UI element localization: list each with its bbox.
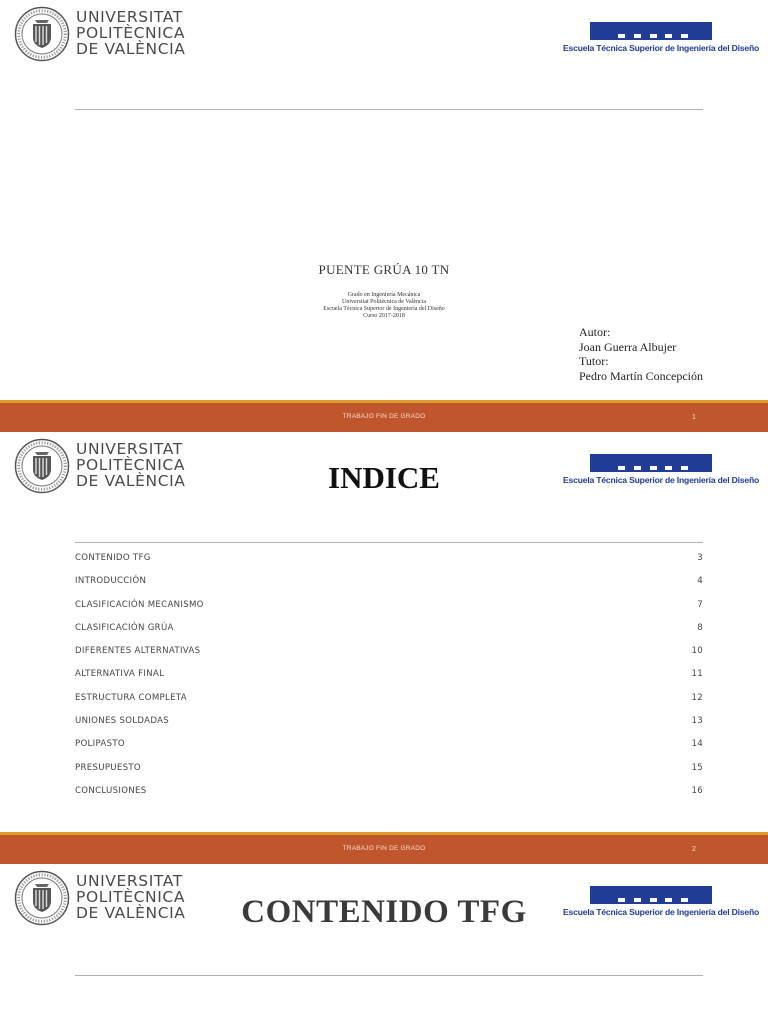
- footer-text: TRABAJO FIN DE GRADO: [342, 845, 426, 852]
- etsid-logo: [560, 22, 760, 58]
- toc-item[interactable]: [75, 646, 703, 669]
- upv-line-2: POLITÈCNICA: [76, 24, 186, 42]
- upv-line-1: UNIVERSITAT: [76, 872, 183, 890]
- toc-item-page: 15: [691, 762, 703, 773]
- page-title: PUENTE GRÚA 10 TN: [318, 262, 450, 277]
- toc-item-page: 13: [691, 716, 703, 727]
- toc-item[interactable]: [75, 716, 703, 739]
- author-name: Joan Guerra Albujer: [579, 339, 677, 354]
- upv-logo: [14, 6, 194, 64]
- upv-line-1: UNIVERSITAT: [76, 440, 183, 458]
- slide-3-contents: [0, 864, 768, 1024]
- toc-item-page: 4: [697, 576, 703, 587]
- toc-item-title: CONTENIDO TFG: [75, 553, 151, 563]
- degree-info: [0, 292, 768, 320]
- school-line: Escuela Técnica Superior de Ingeniería del Diseño: [323, 306, 445, 312]
- toc-item-title: CONCLUSIONES: [75, 785, 147, 796]
- page-number: 1: [692, 414, 696, 421]
- header-divider: [75, 975, 703, 976]
- tutor-label: Tutor:: [579, 354, 609, 368]
- toc-item[interactable]: [75, 763, 703, 786]
- toc-item[interactable]: [75, 693, 703, 716]
- toc-item-page: 7: [697, 599, 703, 610]
- etsid-bar-icon: [590, 22, 712, 40]
- contents-heading: CONTENIDO TFG: [241, 894, 527, 930]
- course-line: Curso 2017-2018: [363, 313, 405, 319]
- author-block: [579, 325, 703, 383]
- table-of-contents: [75, 553, 703, 809]
- toc-item-title: CLASIFICACIÓN GRÚA: [75, 622, 174, 633]
- upv-line-3: DE VALÈNCIA: [76, 40, 186, 58]
- page-number: 2: [692, 846, 696, 853]
- toc-item-title: INTRODUCCIÓN: [75, 576, 147, 587]
- toc-item-page: 10: [691, 646, 703, 657]
- upv-line-1: UNIVERSITAT: [76, 8, 183, 26]
- toc-item[interactable]: [75, 739, 703, 762]
- toc-item-page: 3: [697, 553, 703, 563]
- upv-line-2: POLITÈCNICA: [76, 456, 186, 474]
- toc-item[interactable]: [75, 576, 703, 599]
- toc-item-title: POLIPASTO: [75, 739, 125, 750]
- toc-item[interactable]: [75, 600, 703, 623]
- slide-2-index: [0, 432, 768, 864]
- degree-line: Grado en Ingeniería Mecánica: [347, 292, 421, 298]
- toc-item-title: DIFERENTES ALTERNATIVAS: [75, 646, 201, 657]
- slide-1-title-page: [0, 0, 768, 432]
- toc-item-page: 8: [697, 622, 703, 633]
- header-divider: [75, 109, 703, 110]
- toc-item-page: 11: [691, 669, 703, 680]
- upv-line-3: DE VALÈNCIA: [76, 472, 186, 490]
- slide-footer: [0, 400, 768, 432]
- toc-item-title: PRESUPUESTO: [75, 762, 141, 773]
- header-divider: [75, 542, 703, 543]
- upv-line-3: DE VALÈNCIA: [76, 904, 186, 922]
- toc-item[interactable]: [75, 623, 703, 646]
- toc-item[interactable]: [75, 553, 703, 576]
- etsid-logo-text: Escuela Técnica Superior de Ingeniería del Diseño: [563, 907, 760, 917]
- toc-item-title: ALTERNATIVA FINAL: [75, 669, 165, 680]
- toc-item-page: 16: [691, 785, 703, 796]
- toc-item[interactable]: [75, 786, 703, 809]
- university-line: Universitat Politècnica de València: [341, 299, 427, 305]
- slide-footer: [0, 832, 768, 864]
- upv-seal-icon: [14, 6, 70, 62]
- index-heading: INDICE: [328, 460, 440, 495]
- tutor-name: Pedro Martín Concepción: [579, 368, 703, 383]
- toc-item[interactable]: [75, 669, 703, 692]
- toc-item-title: ESTRUCTURA COMPLETA: [75, 692, 187, 703]
- footer-text: TRABAJO FIN DE GRADO: [342, 413, 426, 420]
- etsid-logo-text: Escuela Técnica Superior de Ingeniería del Diseño: [563, 475, 760, 485]
- toc-item-page: 12: [691, 692, 703, 703]
- upv-line-2: POLITÈCNICA: [76, 888, 186, 906]
- author-label: Autor:: [579, 325, 611, 339]
- toc-item-title: UNIONES SOLDADAS: [75, 716, 170, 727]
- toc-item-page: 14: [691, 739, 703, 750]
- upv-logo-text: [76, 9, 186, 57]
- toc-item-title: CLASIFICACIÓN MECANISMO: [75, 599, 204, 610]
- etsid-logo-text: Escuela Técnica Superior de Ingeniería del Diseño: [563, 43, 760, 53]
